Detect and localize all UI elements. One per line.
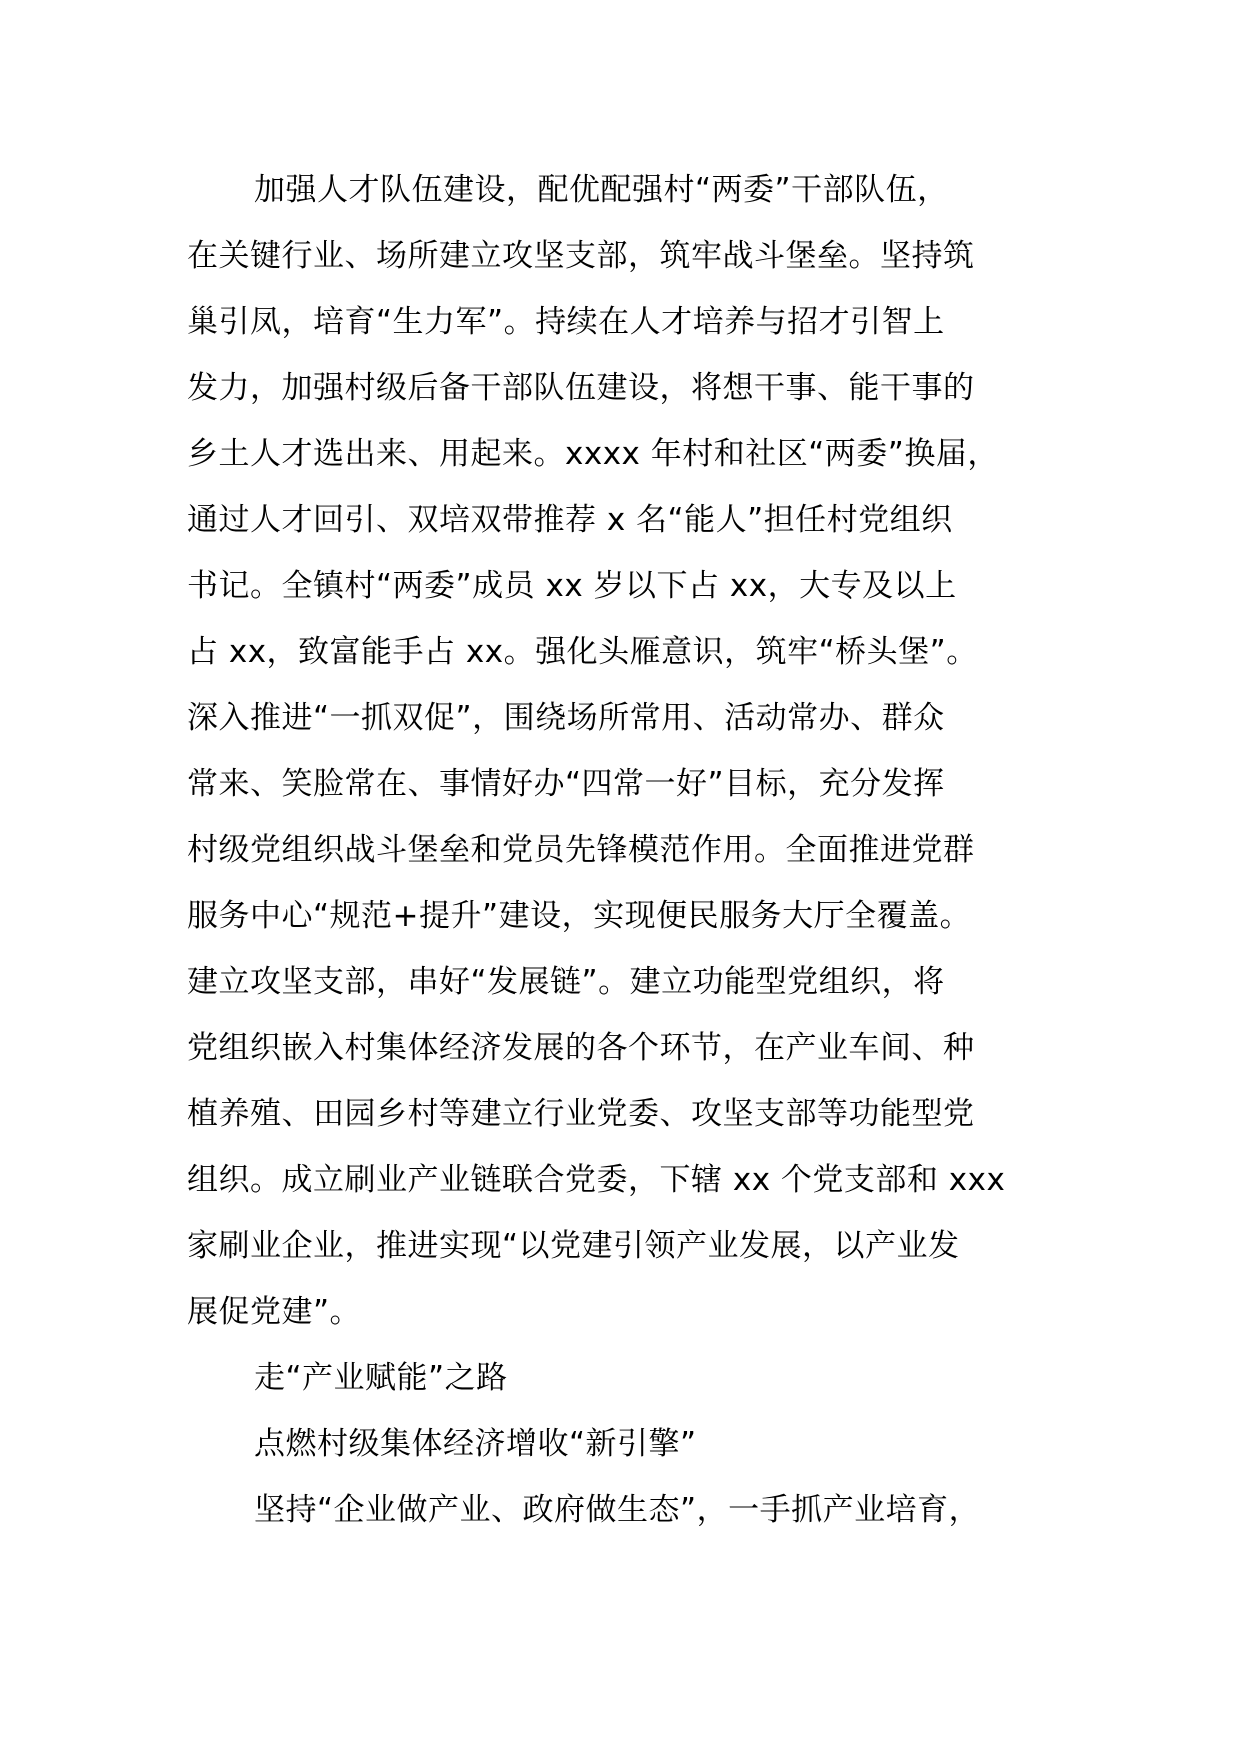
text-line: 常来、笑脸常在、事情好办“四常一好”目标，充分发挥 — [187, 766, 945, 802]
paragraph-first-line: 坚持“企业做产业、政府做生态”，一手抓产业培育， — [254, 1492, 981, 1528]
text-line: 组织。成立刷业产业链联合党委，下辖 xx 个党支部和 xxx — [187, 1162, 1006, 1198]
text-line: 乡土人才选出来、用起来。xxxx 年村和社区“两委”换届， — [187, 436, 999, 472]
text-line: 占 xx，致富能手占 xx。强化头雁意识，筑牢“桥头堡”。 — [187, 634, 978, 670]
text-line: 巢引凤，培育“生力军”。持续在人才培养与招才引智上 — [187, 304, 945, 340]
text-line: 建立攻坚支部，串好“发展链”。建立功能型党组织，将 — [187, 964, 945, 1000]
text-line: 服务中心“规范+提升”建设，实现便民服务大厅全覆盖。 — [187, 898, 972, 934]
text-line: 在关键行业、场所建立攻坚支部，筑牢战斗堡垒。坚持筑 — [187, 238, 975, 274]
paragraph-first-line: 加强人才队伍建设，配优配强村“两委”干部队伍， — [254, 172, 949, 208]
text-line: 展促党建”。 — [187, 1294, 362, 1330]
paragraph-first-line: 点燃村级集体经济增收“新引擎” — [254, 1426, 697, 1462]
text-line: 植养殖、田园乡村等建立行业党委、攻坚支部等功能型党 — [187, 1096, 975, 1132]
document-body — [187, 157, 1087, 1543]
text-line: 党组织嵌入村集体经济发展的各个环节，在产业车间、种 — [187, 1030, 975, 1066]
text-line: 发力，加强村级后备干部队伍建设，将想干事、能干事的 — [187, 370, 975, 406]
text-line: 通过人才回引、双培双带推荐 x 名“能人”担任村党组织 — [187, 502, 953, 538]
text-line: 村级党组织战斗堡垒和党员先锋模范作用。全面推进党群 — [187, 832, 975, 868]
text-line: 深入推进“一抓双促”，围绕场所常用、活动常办、群众 — [187, 700, 945, 736]
text-line: 书记。全镇村“两委”成员 xx 岁以下占 xx，大专及以上 — [187, 568, 957, 604]
paragraph-first-line: 走“产业赋能”之路 — [254, 1360, 508, 1396]
text-line: 家刷业企业，推进实现“以党建引领产业发展，以产业发 — [187, 1228, 960, 1264]
